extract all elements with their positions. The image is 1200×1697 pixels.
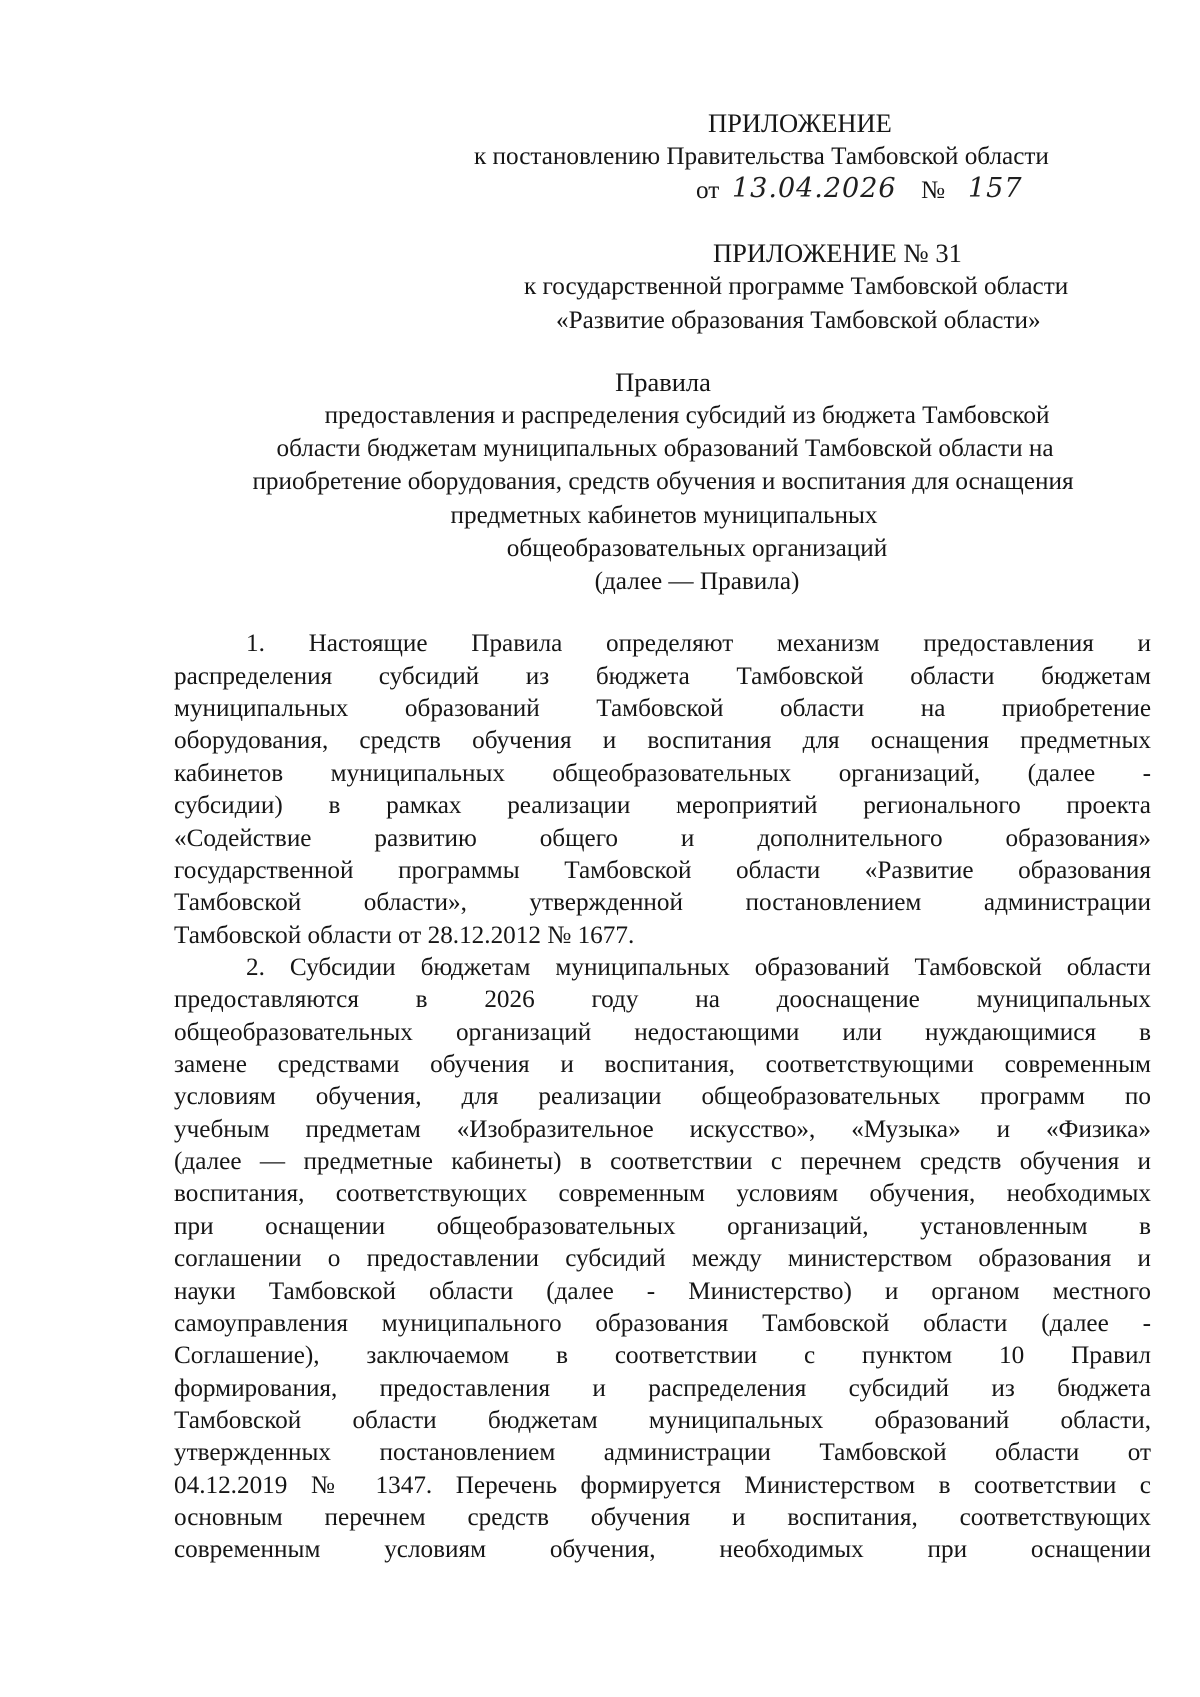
paragraph-2-line: при оснащении общеобразовательных организаций, установленным в: [174, 1213, 1151, 1240]
rules-title-heading: Правила: [615, 367, 711, 397]
paragraph-2-line: предоставляются в 2026 году на дооснащение муниципальных: [174, 986, 1151, 1013]
rules-title-line: приобретение оборудования, средств обучения и воспитания для оснащения: [252, 468, 1074, 495]
rules-title-line: общеобразовательных организаций: [506, 535, 888, 562]
paragraph-1-line: кабинетов муниципальных общеобразовательных организаций, (далее -: [174, 760, 1151, 787]
paragraph-1-line: муниципальных образований Тамбовской области на приобретение: [174, 695, 1151, 722]
paragraph-2-line: Тамбовской области бюджетам муниципальных образований области,: [174, 1407, 1151, 1434]
paragraph-2-line: общеобразовательных организаций недостающими или нуждающимися в: [174, 1019, 1151, 1046]
paragraph-1-line: Тамбовской области от 28.12.2012 № 1677.: [174, 922, 635, 949]
handwritten-number: 157: [968, 173, 1023, 204]
program-reference-line-1: к государственной программе Тамбовской области: [524, 273, 1069, 300]
paragraph-2-line: современным условиям обучения, необходимых при оснащении: [174, 1536, 1151, 1563]
number-prefix: №: [921, 177, 946, 204]
rules-title-line: предоставления и распределения субсидий из бюджета Тамбовской: [324, 402, 1050, 429]
paragraph-1-line: субсидии) в рамках реализации мероприятий регионального проекта: [174, 792, 1151, 819]
paragraph-1-line: оборудования, средств обучения и воспитания для оснащения предметных: [174, 727, 1151, 754]
date-prefix: от: [696, 177, 720, 204]
paragraph-2-line: учебным предметам «Изобразительное искусство», «Музыка» и «Физика»: [174, 1116, 1151, 1143]
paragraph-2-line: Соглашение), заключаемом в соответствии с пунктом 10 Правил: [174, 1342, 1151, 1369]
paragraph-2-line: самоуправления муниципального образования Тамбовской области (далее -: [174, 1310, 1151, 1337]
paragraph-2-line: воспитания, соответствующих современным условиям обучения, необходимых: [174, 1180, 1151, 1207]
paragraph-2-line: основным перечнем средств обучения и воспитания, соответствующих: [174, 1504, 1151, 1531]
paragraph-2-line: замене средствами обучения и воспитания, соответствующими современным: [174, 1051, 1151, 1078]
paragraph-1-line: «Содействие развитию общего и дополнительного образования»: [174, 825, 1151, 852]
paragraph-1-line: распределения субсидий из бюджета Тамбовской области бюджетам: [174, 663, 1151, 690]
program-reference-line-2: «Развитие образования Тамбовской области»: [556, 307, 1041, 334]
resolution-reference: к постановлению Правительства Тамбовской области: [474, 143, 1049, 170]
rules-title-line: области бюджетам муниципальных образований Тамбовской области на: [276, 435, 1054, 462]
paragraph-2-line: соглашении о предоставлении субсидий между министерством образования и: [174, 1245, 1151, 1272]
paragraph-2-line: науки Тамбовской области (далее - Министерство) и органом местного: [174, 1278, 1151, 1305]
paragraph-2-line: 2. Субсидии бюджетам муниципальных образований Тамбовской области: [246, 954, 1151, 981]
paragraph-2-line: 04.12.2019 № 1347. Перечень формируется Министерством в соответствии с: [174, 1472, 1151, 1499]
paragraph-2-line: условиям обучения, для реализации общеобразовательных программ по: [174, 1083, 1151, 1110]
paragraph-1-line: 1. Настоящие Правила определяют механизм предоставления и: [246, 630, 1151, 657]
attachment-title: ПРИЛОЖЕНИЕ: [708, 108, 892, 138]
paragraph-2-line: формирования, предоставления и распределения субсидий из бюджета: [174, 1375, 1151, 1402]
paragraph-2-line: (далее — предметные кабинеты) в соответствии с перечнем средств обучения и: [174, 1148, 1151, 1175]
paragraph-1-line: государственной программы Тамбовской области «Развитие образования: [174, 857, 1151, 884]
program-attachment-title: ПРИЛОЖЕНИЕ № 31: [713, 238, 962, 268]
handwritten-date: 13.04.2026: [732, 173, 897, 204]
paragraph-2-line: утвержденных постановлением администрации Тамбовской области от: [174, 1439, 1151, 1466]
rules-title-line: (далее — Правила): [594, 568, 800, 595]
rules-title-line: предметных кабинетов муниципальных: [450, 502, 878, 529]
paragraph-1-line: Тамбовской области», утвержденной постановлением администрации: [174, 889, 1151, 916]
